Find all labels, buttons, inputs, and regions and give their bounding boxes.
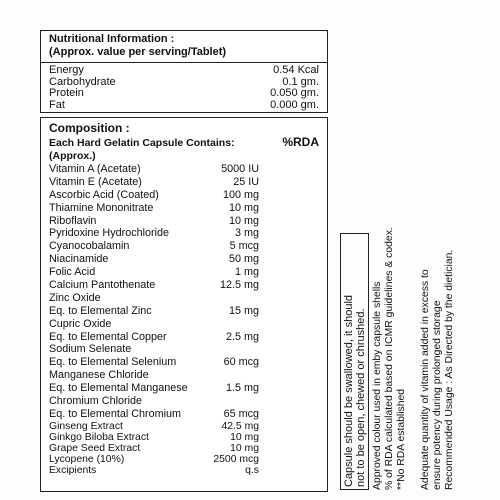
ingredient-name: Vitamin A (Acetate): [49, 163, 141, 175]
ingredient-name: Eq. to Elemental Selenium: [49, 356, 177, 369]
composition-rows: [49, 163, 319, 476]
note-no-rda: **No RDA established: [396, 388, 407, 490]
composition-row: [49, 176, 319, 189]
ingredient-name: Eq. to Elemental Chromium: [49, 407, 182, 420]
ingredient-amount: 100 mg: [222, 188, 259, 201]
ingredient-name: Sodium Selenate: [49, 343, 132, 356]
rda-label: %RDA: [282, 135, 319, 149]
nutrient-name: Fat: [49, 98, 65, 111]
nutrition-subtitle: (Approx. value per serving/Tablet): [49, 46, 227, 58]
note-rda-basis: % of RDA calculated based on ICMR guidelines & codex.: [384, 227, 395, 490]
composition-row: [49, 421, 319, 432]
composition-row: [49, 240, 319, 253]
nutrition-row: [41, 88, 327, 100]
ingredient-amount: 10 mg: [230, 431, 259, 443]
ingredient-amount: 42.5 mg: [221, 420, 259, 432]
nutrient-value: 0.1 gm.: [282, 75, 319, 88]
composition-row: [49, 318, 319, 331]
composition-row: [49, 266, 319, 279]
ingredient-name: Thiamine Mononitrate: [49, 201, 154, 214]
composition-row: [49, 395, 319, 408]
nutrient-value: 0.050 gm.: [270, 87, 319, 99]
ingredient-amount: 60 mcg: [223, 356, 259, 369]
composition-row: [49, 227, 319, 240]
nutrition-header: [41, 31, 327, 63]
composition-row: [49, 382, 319, 395]
ingredient-amount: 3 mg: [234, 227, 259, 240]
ingredient-name: Lycopene (10%): [49, 453, 125, 465]
composition-row: [49, 454, 319, 465]
ingredient-amount: 25 IU: [233, 175, 259, 188]
composition-row: [49, 343, 319, 356]
ingredient-amount: 10 mg: [228, 201, 259, 214]
ingredient-name: Chromium Chloride: [49, 395, 143, 408]
ingredient-name: Eq. to Elemental Manganese: [49, 382, 188, 395]
ingredient-name: Excipients: [49, 464, 97, 476]
ingredient-amount: 10 mg: [230, 442, 259, 454]
composition-row: [49, 356, 319, 369]
ingredient-name: Grape Seed Extract: [49, 442, 141, 454]
nutrient-name: Energy: [49, 64, 84, 76]
swallow-warning-box: [340, 233, 369, 490]
warning-line-2: not to be open, chewed or chrushed.: [355, 308, 367, 487]
ingredient-name: Eq. to Elemental Zinc: [49, 304, 152, 317]
composition-row: [49, 443, 319, 454]
composition-subtitle: Each Hard Gelatin Capsule Contains: (Approx.): [49, 137, 235, 162]
composition-row: [49, 253, 319, 266]
composition-title: Composition :: [49, 121, 130, 135]
composition-row: [49, 292, 319, 305]
ingredient-amount: 10 mg: [228, 214, 259, 227]
composition-row: [49, 279, 319, 292]
nutrition-row: [41, 100, 327, 112]
ingredient-name: Pyridoxine Hydrochloride: [49, 227, 170, 240]
warning-line-1: Capsule should be swallowed, it should: [343, 294, 355, 487]
composition-row: [49, 189, 319, 202]
note-usage: Recommended Usage : As Directed by the dietician.: [444, 249, 455, 490]
nutrition-title: Nutritional Information :: [49, 33, 175, 45]
composition-subtitle-row: [49, 136, 319, 163]
ingredient-name: Vitamin E (Acetate): [49, 175, 142, 188]
composition-row: [49, 465, 319, 476]
ingredient-name: Niacinamide: [49, 253, 109, 266]
ingredient-name: Ascorbic Acid (Coated): [49, 188, 159, 201]
ingredient-amount: 2500 mcg: [213, 453, 259, 465]
nutrition-rows: [41, 63, 327, 111]
ingredient-name: Cupric Oxide: [49, 317, 112, 330]
note-potency: ensure potency during prolonged storage: [432, 300, 443, 490]
ingredient-name: Manganese Chloride: [49, 369, 149, 382]
ingredient-amount: 50 mg: [228, 253, 259, 266]
ingredient-amount: 5 mcg: [229, 240, 259, 253]
ingredient-amount: 2.5 mg: [225, 330, 259, 343]
note-overage: Adequate quantity of vitamin added in excess to: [420, 269, 431, 490]
composition-row: [49, 432, 319, 443]
ingredient-name: Cyanocobalamin: [49, 240, 130, 253]
ingredient-name: Folic Acid: [49, 266, 96, 279]
composition-row: [49, 202, 319, 215]
composition-row: [49, 369, 319, 382]
ingredient-amount: 12.5 mg: [219, 279, 259, 292]
composition-row: [49, 331, 319, 344]
nutrient-name: Carbohydrate: [49, 75, 116, 88]
nutrition-table: [40, 30, 328, 113]
composition-row: [49, 305, 319, 318]
ingredient-amount: 15 mg: [228, 304, 259, 317]
ingredient-amount: 1.5 mg: [225, 382, 259, 395]
nutrition-row: [41, 65, 327, 77]
composition-row: [49, 215, 319, 228]
ingredient-name: Ginseng Extract: [49, 420, 123, 432]
composition-row: [49, 408, 319, 421]
ingredient-name: Zinc Oxide: [49, 291, 101, 304]
note-colour: Approved colour used in emby capsule shells: [372, 281, 383, 490]
ingredient-name: Ginkgo Biloba Extract: [49, 431, 149, 443]
ingredient-amount: 1 mg: [234, 266, 259, 279]
ingredient-name: Calcium Pantothenate: [49, 279, 156, 292]
ingredient-name: Riboflavin: [49, 214, 97, 227]
ingredient-amount: q.s: [245, 464, 259, 476]
ingredient-amount: 65 mcg: [223, 407, 259, 420]
nutrient-name: Protein: [49, 87, 84, 99]
nutrient-value: 0.54 Kcal: [273, 64, 319, 76]
ingredient-amount: 5000 IU: [221, 163, 259, 175]
composition-table: [40, 117, 328, 492]
ingredient-name: Eq. to Elemental Copper: [49, 330, 167, 343]
nutrient-value: 0.000 gm.: [270, 98, 319, 111]
composition-row: [49, 163, 319, 176]
